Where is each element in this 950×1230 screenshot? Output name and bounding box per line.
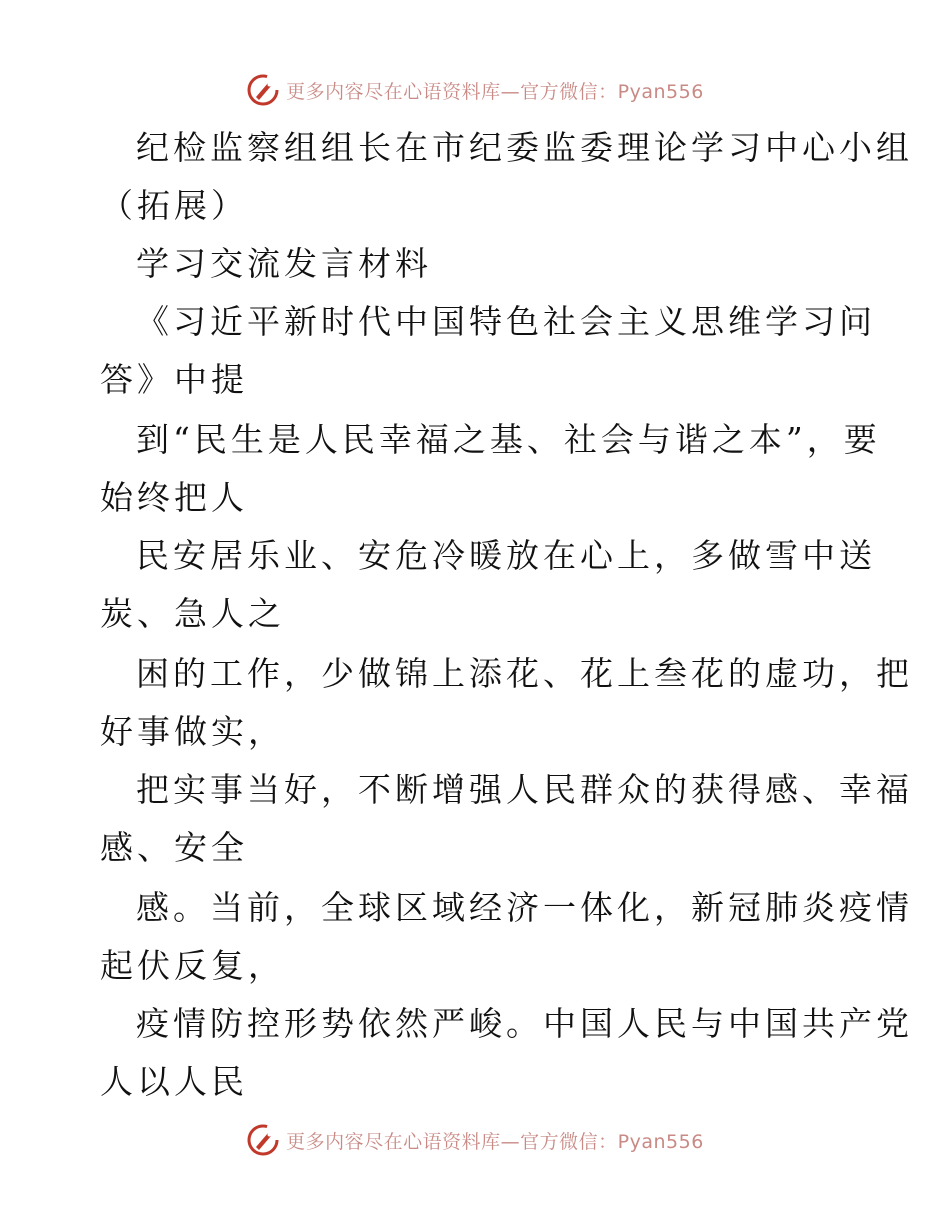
footer-watermark	[0, 1120, 950, 1160]
pen-nib-logo-icon	[246, 1123, 280, 1157]
text-line: （拓展）	[100, 186, 248, 225]
text-line: 疫情防控形势依然严峻。中国人民与中国共产党	[136, 1004, 913, 1043]
watermark-text: 更多内容尽在心语资料库—官方微信：Pyan556	[286, 80, 704, 103]
text-line: 到“民生是人民幸福之基、社会与谐之本”，要	[136, 420, 881, 459]
header-watermark	[0, 70, 950, 110]
text-line: 学习交流发言材料	[136, 244, 432, 283]
text-line: 炭、急人之	[100, 594, 285, 633]
text-line: 《习近平新时代中国特色社会主义思维学习问	[136, 302, 876, 341]
text-line: 把实事当好，不断增强人民群众的获得感、幸福	[136, 770, 913, 809]
text-line: 纪检监察组组长在市纪委监委理论学习中心小组	[136, 128, 913, 167]
text-line: 始终把人	[100, 478, 248, 517]
text-line: 感、安全	[100, 828, 248, 867]
text-line: 答》中提	[100, 360, 248, 399]
watermark-text: 更多内容尽在心语资料库—官方微信：Pyan556	[286, 1130, 704, 1153]
text-line: 民安居乐业、安危冷暖放在心上，多做雪中送	[136, 536, 876, 575]
text-line: 起伏反复，	[100, 946, 285, 985]
text-line: 人以人民	[100, 1062, 248, 1101]
text-line: 感。当前，全球区域经济一体化，新冠肺炎疫情	[136, 888, 913, 927]
text-line: 困的工作，少做锦上添花、花上叁花的虚功，把	[136, 654, 913, 693]
text-line: 好事做实，	[100, 712, 285, 751]
pen-nib-logo-icon	[246, 73, 280, 107]
